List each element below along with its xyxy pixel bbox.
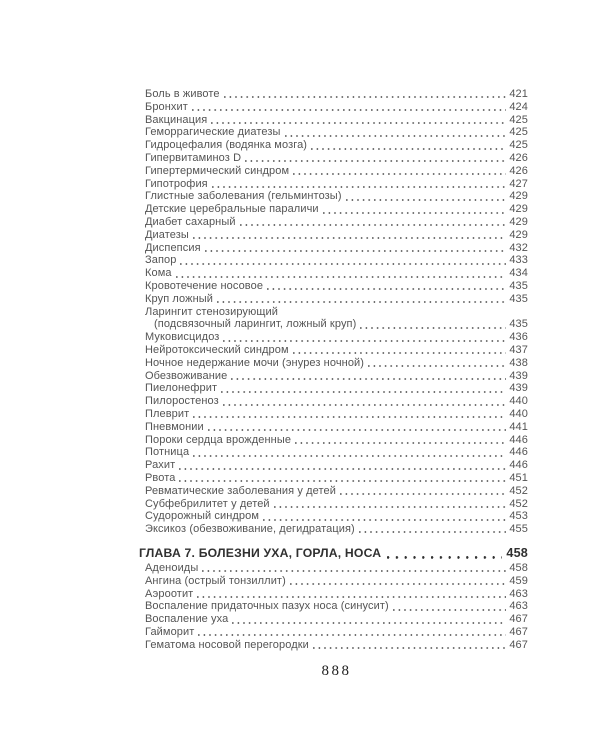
entry-title: Ангина (острый тонзиллит)	[145, 574, 286, 587]
toc-entry	[145, 588, 528, 601]
toc-entry	[145, 626, 528, 639]
entry-title: Плеврит	[145, 407, 190, 420]
dot-leader	[393, 600, 507, 613]
toc-entry	[145, 229, 528, 242]
toc-entry	[145, 126, 528, 139]
entry-page-number: 453	[509, 510, 528, 523]
entry-page-number: 458	[509, 561, 528, 574]
entry-title: Глистные заболевания (гельминтозы)	[145, 190, 342, 203]
dot-leader	[202, 562, 506, 575]
toc-entry	[145, 267, 528, 280]
toc-entry	[145, 114, 528, 127]
entry-title: Ревматические заболевания у детей	[145, 484, 336, 497]
entry-title: Запор	[145, 254, 177, 267]
dot-leader	[293, 344, 507, 357]
entry-title: Кома	[145, 267, 172, 280]
dot-leader	[346, 190, 507, 203]
dot-leader	[179, 472, 506, 485]
entry-page-number: 467	[509, 625, 528, 638]
entry-page-number: 425	[509, 113, 528, 126]
toc-entry	[145, 152, 528, 165]
entry-title: Боль в животе	[145, 88, 220, 100]
toc-entry	[145, 408, 528, 421]
toc-entry	[145, 331, 528, 344]
toc-entry	[145, 600, 528, 613]
dot-leader	[232, 613, 506, 626]
dot-leader	[193, 446, 506, 459]
toc-entry	[145, 254, 528, 267]
toc-entry	[145, 485, 528, 498]
entry-title: Рахит	[145, 459, 176, 472]
toc-entry	[145, 459, 528, 472]
toc-entry	[145, 510, 528, 523]
page-number: 888	[321, 663, 352, 679]
toc-entry	[145, 421, 528, 434]
dot-leader	[217, 293, 506, 306]
chapter-page-number: 458	[506, 546, 528, 561]
toc-entry	[145, 523, 528, 536]
toc-entry	[145, 203, 528, 216]
entry-page-number: 452	[509, 497, 528, 510]
dot-leader	[323, 203, 507, 216]
dot-leader	[290, 575, 507, 588]
dot-leader	[205, 242, 507, 255]
dot-leader	[368, 357, 506, 370]
toc-entry	[145, 88, 528, 101]
toc-entry	[145, 498, 528, 511]
toc-entry	[145, 280, 528, 293]
entry-page-number: 429	[509, 190, 528, 203]
entry-title: Аэроотит	[145, 587, 194, 600]
entry-page-number: 438	[509, 356, 528, 369]
entry-title: Детские церебральные параличи	[145, 203, 319, 216]
toc-entry	[145, 306, 528, 319]
toc-entry-continuation	[145, 318, 528, 331]
dot-leader	[311, 139, 506, 152]
entry-title: Пороки сердца врожденные	[145, 433, 292, 446]
entry-page-number: 421	[509, 88, 528, 100]
entry-page-number: 425	[509, 126, 528, 139]
entry-page-number: 427	[509, 177, 528, 190]
entry-page-number: 467	[509, 613, 528, 626]
dot-leader	[359, 523, 507, 536]
entry-title: Субфебрилитет у детей	[145, 497, 270, 510]
entry-page-number: 446	[509, 459, 528, 472]
toc-entry	[145, 344, 528, 357]
entry-title: Гипервитаминоз D	[145, 151, 242, 164]
entry-page-number: 452	[509, 484, 528, 497]
toc-entry	[145, 575, 528, 588]
entry-page-number: 432	[509, 241, 528, 254]
entry-page-number: 437	[509, 343, 528, 356]
dot-leader	[208, 421, 507, 434]
entry-page-number: 424	[509, 100, 528, 113]
dot-leader	[193, 229, 506, 242]
dot-leader	[340, 485, 506, 498]
dot-leader	[267, 280, 506, 293]
entry-page-number: 429	[509, 215, 528, 228]
table-of-contents	[139, 88, 528, 652]
entry-title: Гематома носовой перегородки	[145, 638, 309, 651]
dot-leader	[285, 126, 507, 139]
entry-title: Кровотечение носовое	[145, 279, 264, 292]
dot-leader	[231, 370, 506, 383]
entry-page-number: 436	[509, 331, 528, 344]
toc-entry	[145, 139, 528, 152]
toc-entry	[145, 446, 528, 459]
toc-entry	[145, 434, 528, 447]
entry-page-number: 446	[509, 446, 528, 459]
entry-title: Гипотрофия	[145, 177, 208, 190]
entry-page-number: 459	[509, 574, 528, 587]
entry-page-number: 435	[509, 292, 528, 305]
entry-title: Диабет сахарный	[145, 215, 236, 228]
toc-entry	[145, 101, 528, 114]
entry-title: Гидроцефалия (водянка мозга)	[145, 139, 308, 152]
entry-page-number: 435	[509, 279, 528, 292]
toc-entry	[145, 370, 528, 383]
dot-leader	[224, 88, 507, 101]
entry-page-number: 467	[509, 638, 528, 651]
dot-leader	[212, 178, 507, 191]
dot-leader	[223, 395, 507, 408]
toc-entry	[145, 395, 528, 408]
entry-title: Воспаление уха	[145, 613, 229, 626]
entry-title: Муковисцидоз	[145, 331, 220, 344]
dot-leader	[180, 254, 506, 267]
toc-entry	[145, 216, 528, 229]
entry-title: Обезвоживание	[145, 369, 228, 382]
entry-page-number: 434	[509, 267, 528, 280]
dot-leader	[197, 588, 506, 601]
dot-leader	[387, 546, 502, 562]
entry-title: Диспепсия	[145, 241, 201, 254]
dot-leader	[240, 216, 507, 229]
dot-leader	[295, 434, 506, 447]
entry-page-number: 463	[509, 587, 528, 600]
dot-leader	[211, 114, 506, 127]
toc-entry	[145, 382, 528, 395]
toc-entry	[145, 190, 528, 203]
toc-entry	[145, 293, 528, 306]
dot-leader	[245, 152, 506, 165]
dot-leader	[176, 267, 507, 280]
dot-leader	[223, 331, 506, 344]
toc-entry	[145, 165, 528, 178]
entry-page-number: 451	[509, 471, 528, 484]
entry-title: Геморрагические диатезы	[145, 126, 281, 139]
toc-entry	[145, 472, 528, 485]
entry-page-number: 433	[509, 254, 528, 267]
entry-title: Пиелонефрит	[145, 382, 218, 395]
entry-page-number: 463	[509, 600, 528, 613]
dot-leader	[293, 165, 506, 178]
entry-title: Эксикоз (обезвоживание, дегидратация)	[145, 523, 355, 536]
toc-entry	[145, 242, 528, 255]
toc-entry	[145, 562, 528, 575]
chapter-heading	[139, 546, 528, 562]
chapter-title: ГЛАВА 7. БОЛЕЗНИ УХА, ГОРЛА, НОСА	[139, 546, 382, 561]
entry-page-number: 439	[509, 382, 528, 395]
entry-title: Диатезы	[145, 228, 189, 241]
entry-page-number: 429	[509, 228, 528, 241]
dot-leader	[274, 498, 507, 511]
entry-title: Судорожный синдром	[145, 510, 260, 523]
dot-leader	[360, 318, 506, 331]
entry-page-number: 440	[509, 395, 528, 408]
entry-page-number: 429	[509, 203, 528, 216]
entry-title: Гипертермический синдром	[145, 164, 290, 177]
dot-leader	[179, 459, 506, 472]
dot-leader	[192, 101, 506, 114]
dot-leader	[263, 510, 506, 523]
toc-entry	[145, 178, 528, 191]
entry-title: Круп ложный	[145, 292, 214, 305]
dot-leader	[193, 408, 506, 421]
toc-entry	[145, 613, 528, 626]
entry-page-number: 426	[509, 151, 528, 164]
entry-page-number: 426	[509, 164, 528, 177]
entry-title: Нейротоксический синдром	[145, 343, 289, 356]
entry-title: Рвота	[145, 471, 176, 484]
entry-title: Ларингит стенозирующий	[145, 305, 278, 318]
dot-leader	[221, 382, 506, 395]
toc-entry	[145, 357, 528, 370]
entry-page-number: 439	[509, 369, 528, 382]
entry-title: Ночное недержание мочи (энурез ночной)	[145, 356, 365, 369]
entry-title-continuation: (подсвязочный ларингит, ложный круп)	[154, 318, 357, 331]
entry-page-number: 446	[509, 433, 528, 446]
entry-title: Аденоиды	[145, 561, 199, 574]
entry-title: Гайморит	[145, 625, 195, 638]
entry-title: Пилоростеноз	[145, 395, 219, 408]
entry-page-number: 441	[509, 420, 528, 433]
entry-title: Бронхит	[145, 100, 188, 113]
entry-title: Потница	[145, 446, 190, 459]
entry-page-number: 435	[509, 318, 528, 331]
entry-title: Пневмонии	[145, 420, 204, 433]
entry-title: Воспаление придаточных пазух носа (синусит)	[145, 600, 389, 613]
entry-page-number: 440	[509, 407, 528, 420]
dot-leader	[198, 626, 506, 639]
dot-leader	[313, 639, 506, 652]
toc-entry	[145, 639, 528, 652]
entry-page-number: 455	[509, 523, 528, 536]
entry-page-number: 425	[509, 139, 528, 152]
entry-title: Вакцинация	[145, 113, 208, 126]
